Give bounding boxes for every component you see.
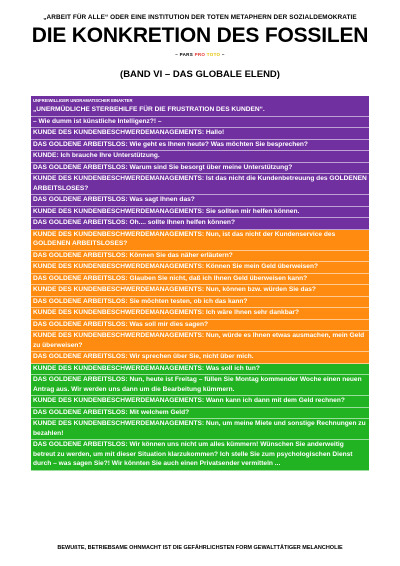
dialogue-block-orange xyxy=(31,230,369,364)
pars-pro-toto-label xyxy=(0,52,400,57)
dialogue-line: DAS GOLDENE ARBEITSLOS: Warum sind Sie besorgt über meine Unterstützung? xyxy=(31,163,369,175)
book-footer: BEWUßTE, BETRIEBSAME OHNMACHT IST DIE GEFÄHRLICHSTEN FORM GEWALTTÄTIGER MELANCHOLIE xyxy=(57,545,343,551)
pars-suffix: – xyxy=(221,52,225,57)
dialogue-line: KUNDE DES KUNDENBESCHWERDEMANAGEMENTS: Nun, würde es Ihnen etwas ausmachen, mein Geld zu überweisen? xyxy=(31,331,369,352)
dialogue-board xyxy=(31,96,369,471)
dialogue-line: DAS GOLDENE ARBEITSLOS: Wie geht es Ihnen heute? Was möchten Sie besprechen? xyxy=(31,140,369,152)
dialogue-line: KUNDE DES KUNDENBESCHWERDEMANAGEMENTS: Nun, können bzw. würden Sie das? xyxy=(31,285,369,297)
pars-pro: PRO xyxy=(194,52,206,57)
dialogue-line: KUNDE DES KUNDENBESCHWERDEMANAGEMENTS: Ich wäre Ihnen sehr dankbar? xyxy=(31,308,369,320)
band-subtitle: (BAND VI – DAS GLOBALE ELEND) xyxy=(120,69,280,80)
dialogue-line: DAS GOLDENE ARBEITSLOS: Oh.... sollte Ihnen helfen können? xyxy=(31,218,369,230)
dialogue-line: DAS GOLDENE ARBEITSLOS: Sie möchten testen, ob ich das kann? xyxy=(31,297,369,309)
dialogue-line: DAS GOLDENE ARBEITSLOS: Was soll mir dies sagen? xyxy=(31,320,369,332)
dialogue-line: DAS GOLDENE ARBEITSLOS: Können Sie das näher erläutern? xyxy=(31,251,369,263)
dialogue-block-purple xyxy=(31,96,369,230)
dialogue-line: DAS GOLDENE ARBEITSLOS: Wir sprechen über Sie, nicht über mich. xyxy=(31,352,369,364)
book-supertitle: „ARBEIT FÜR ALLE“ ODER EINE INSTITUTION DER TOTEN METAPHERN DER SOZIALDEMOKRATIE xyxy=(43,14,357,21)
dialogue-line: KUNDE DES KUNDENBESCHWERDEMANAGEMENTS: Hallo! xyxy=(31,128,369,140)
dialogue-line: DAS GOLDENE ARBEITSLOS: Wir können uns nicht um alles kümmern! Wünschen Sie anderweitig betreut zu werden, um mit dieser Situation klarzukommen? Ich stelle Sie zum psychologischen Dienst durch – was sagen Sie?! Wir könnten Sie auch einen Privatsender vermitteln ... xyxy=(31,440,369,471)
dialogue-line: KUNDE DES KUNDENBESCHWERDEMANAGEMENTS: Wann kann ich dann mit dem Geld rechnen? xyxy=(31,396,369,408)
dialogue-line: KUNDE DES KUNDENBESCHWERDEMANAGEMENTS: Nun, ist das nicht der Kundenservice des GOLDENEN ARBEITSLOSES? xyxy=(31,230,369,251)
dialogue-line: DAS GOLDENE ARBEITSLOS: Glauben Sie nicht, daß ich Ihnen Geld überweisen kann? xyxy=(31,274,369,286)
book-title: DIE KONKRETION DES FOSSILEN xyxy=(31,24,369,47)
act-type-label: UNFREIWILLIGER UNDRAMATISCHER EINAKTER xyxy=(33,98,133,103)
dialogue-line: KUNDE DES KUNDENBESCHWERDEMANAGEMENTS: Ist das nicht die Kundenbetreuung des GOLDENEN ARBEITSLOSES? xyxy=(31,174,369,195)
dialogue-line: KUNDE DES KUNDENBESCHWERDEMANAGEMENTS: Nun, um meine Miete und sonstige Rechnungen zu bezahlen! xyxy=(31,419,369,440)
dialogue-line: DAS GOLDENE ARBEITSLOS: Mit welchem Geld? xyxy=(31,408,369,420)
dialogue-block-green xyxy=(31,364,369,471)
pars-prefix: – PARS xyxy=(175,52,194,57)
pars-toto: TOTO xyxy=(206,52,221,57)
dialogue-line: „UNERMÜDLICHE STERBEHILFE FÜR DIE FRUSTRATION DES KUNDEN“. xyxy=(31,105,369,117)
dialogue-line: KUNDE DES KUNDENBESCHWERDEMANAGEMENTS: Können Sie mein Geld überweisen? xyxy=(31,262,369,274)
dialogue-line: DAS GOLDENE ARBEITSLOS: Nun, heute ist Freitag – füllen Sie Montag kommender Woche einen neuen Antrag aus. Wir werden uns dann um die Bearbeitung kümmern. xyxy=(31,375,369,396)
dialogue-line: – Wie dumm ist künstliche Intelligenz?! – xyxy=(31,117,369,129)
dialogue-line: KUNDE DES KUNDENBESCHWERDEMANAGEMENTS: Sie sollten mir helfen können. xyxy=(31,207,369,219)
dialogue-line: KUNDE: Ich brauche Ihre Unterstützung. xyxy=(31,151,369,163)
dialogue-line: KUNDE DES KUNDENBESCHWERDEMANAGEMENTS: Was soll ich tun? xyxy=(31,364,369,376)
dialogue-line: DAS GOLDENE ARBEITSLOS: Was sagt Ihnen das? xyxy=(31,195,369,207)
